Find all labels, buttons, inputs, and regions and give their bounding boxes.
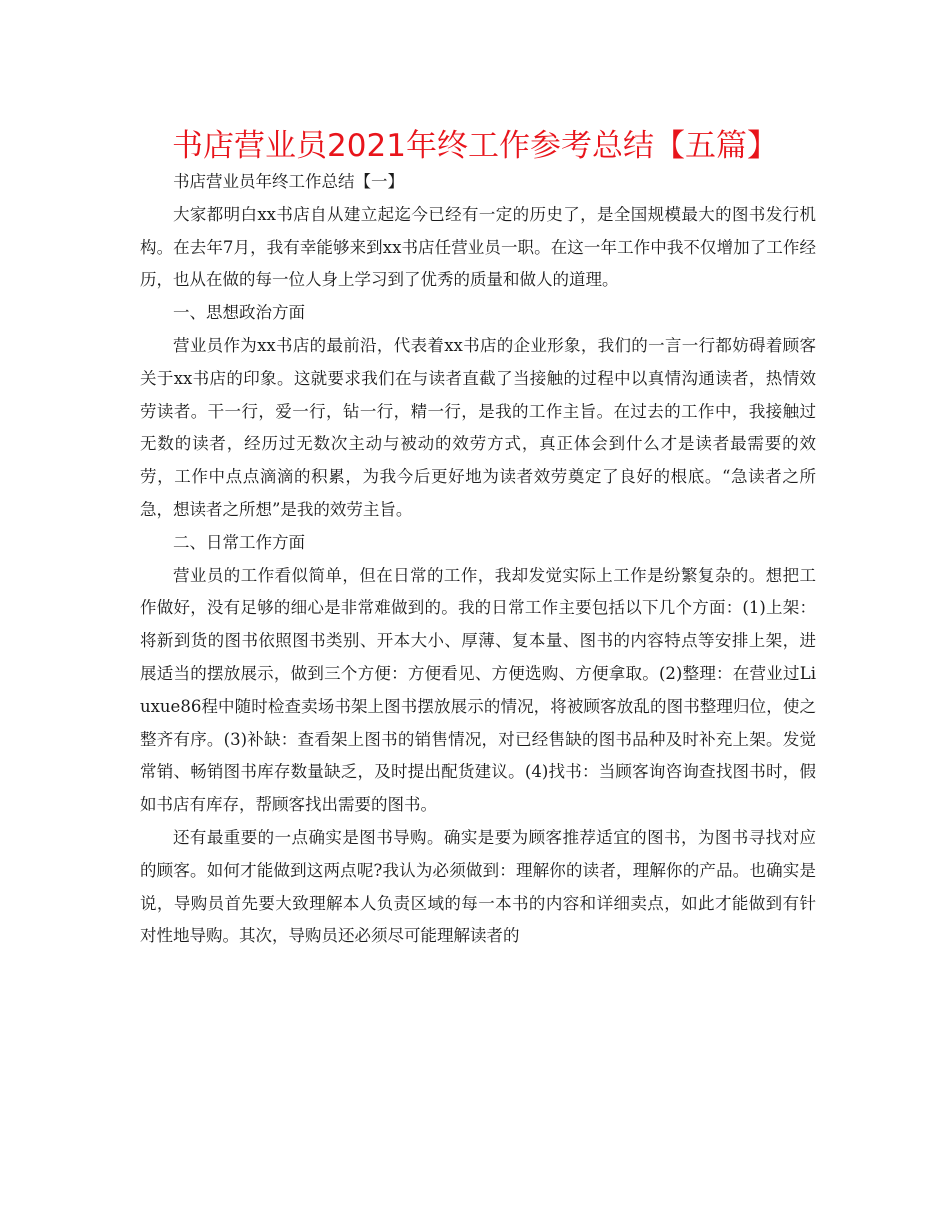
section-heading: 二、日常工作方面 [173,532,305,552]
document-body [140,166,816,953]
body-paragraph: 营业员的工作看似简单，但在日常的工作，我却发觉实际上工作是纷繁复杂的。想把工作做好，没有足够的细心是非常难做到的。我的日常工作主要包括以下几个方面：(1)上架：将新到货的图书依照图书类别、开本大小、厚薄、复本量、图书的内容特点等安排上架，进展适当的摆放展示，做到三个方便：方便看见、方便选购、方便拿取。(2)整理：在营业过Liuxue86程中随时检查卖场书架上图书摆放展示的情况，将被顾客放乱的图书整理归位，使之整齐有序。(3)补缺：查看架上图书的销售情况，对已经售缺的图书品种及时补充上架。发觉常销、畅销图书库存数量缺乏，及时提出配货建议。(4)找书：当顾客询咨询查找图书时，假如书店有库存，帮顾客找出需要的图书。 [140,565,816,815]
body-paragraph: 还有最重要的一点确实是图书导购。确实是要为顾客推荐适宜的图书，为图书寻找对应的顾客。如何才能做到这两点呢?我认为必须做到：理解你的读者，理解你的产品。也确实是说，导购员首先要大致理解本人负责区域的每一本书的内容和详细卖点，如此才能做到有针对性地导购。其次，导购员还必须尽可能理解读者的 [140,827,816,946]
body-paragraph: 营业员作为xx书店的最前沿，代表着xx书店的企业形象，我们的一言一行都妨碍着顾客关于xx书店的印象。这就要求我们在与读者直截了当接触的过程中以真情沟通读者，热情效劳读者。干一行，爱一行，钻一行，精一行，是我的工作主旨。在过去的工作中，我接触过无数的读者，经历过无数次主动与被动的效劳方式，真正体会到什么才是读者最需要的效劳，工作中点点滴滴的积累，为我今后更好地为读者效劳奠定了良好的根底。“急读者之所急，想读者之所想”是我的效劳主旨。 [140,335,816,519]
body-paragraph: 大家都明白xx书店自从建立起迄今已经有一定的历史了，是全国规模最大的图书发行机构。在去年7月，我有幸能够来到xx书店任营业员一职。在这一年工作中我不仅增加了工作经历，也从在做的每一位人身上学习到了优秀的质量和做人的道理。 [140,204,816,290]
section-heading: 书店营业员年终工作总结【一】 [173,172,404,191]
document-title: 书店营业员2021年终工作参考总结【五篇】 [172,128,778,164]
section-heading: 一、思想政治方面 [173,303,305,323]
